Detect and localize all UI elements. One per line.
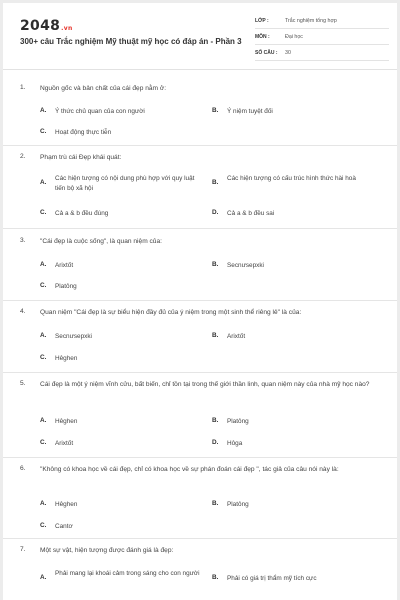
- option-letter: B.: [212, 500, 219, 507]
- divider: [3, 372, 397, 373]
- question-text: Quan niệm "Cái đẹp là sự biểu hiện đầy đủ của ý niệm trong một sinh thể riêng lẻ" là của:: [40, 309, 302, 316]
- question-text: Một sự vật, hiện tượng được đánh giá là đẹp:: [40, 547, 174, 554]
- option-text: Phải có giá trị thẩm mỹ tích cực: [227, 575, 317, 582]
- meta-key: SỐ CÂU :: [255, 50, 278, 56]
- document-header: [3, 3, 397, 70]
- option-text: Hoạt động thực tiễn: [55, 129, 112, 136]
- logo-text: 2048: [20, 18, 61, 34]
- question-text: "Cái đẹp là cuộc sống", là quan niệm của:: [40, 238, 162, 245]
- divider: [3, 228, 397, 229]
- option-text: Ý thức chủ quan của con người: [55, 108, 145, 115]
- option-letter: D.: [212, 439, 219, 446]
- option-text: Hêghen: [55, 501, 78, 508]
- meta-row-subject: [255, 31, 389, 45]
- option-letter: D.: [212, 209, 219, 216]
- option-letter: C.: [40, 128, 47, 135]
- question-number: 3.: [20, 237, 26, 244]
- divider: [3, 145, 397, 146]
- option-text: Các hiện tượng có nội dung phù hợp với quy luật tiến bộ xã hội: [55, 175, 195, 192]
- option-letter: B.: [212, 261, 219, 268]
- option-text: Hêghen: [55, 418, 78, 425]
- meta-key: MÔN :: [255, 34, 270, 40]
- option-text: Cả a & b đều sai: [227, 210, 275, 217]
- option-letter: C.: [40, 209, 47, 216]
- option-text: Platông: [227, 418, 249, 425]
- meta-value: Đại học: [285, 34, 303, 40]
- option-letter: C.: [40, 439, 47, 446]
- question-number: 5.: [20, 380, 26, 387]
- meta-value: 30: [285, 50, 291, 56]
- option-letter: A.: [40, 107, 47, 114]
- question-number: 2.: [20, 153, 26, 160]
- question-number: 1.: [20, 84, 26, 91]
- option-text: Phải mang lại khoái cảm trong sáng cho con người: [55, 570, 200, 577]
- question-text: Phạm trù cái Đẹp khái quát:: [40, 154, 122, 161]
- meta-key: LỚP :: [255, 18, 269, 24]
- option-letter: B.: [212, 107, 219, 114]
- question-number: 4.: [20, 308, 26, 315]
- meta-row-count: [255, 47, 389, 61]
- option-letter: B.: [212, 574, 219, 581]
- option-letter: C.: [40, 354, 47, 361]
- option-text: Arixtốt: [55, 262, 74, 269]
- option-text: Secnưsepxki: [55, 333, 92, 340]
- option-letter: A.: [40, 261, 47, 268]
- option-text: Cả a & b đều đúng: [55, 210, 109, 217]
- option-text: Hôga: [227, 440, 243, 447]
- meta-row-class: [255, 15, 389, 29]
- divider: [3, 538, 397, 539]
- option-text: Secnưsepxki: [227, 262, 264, 269]
- option-letter: A.: [40, 417, 47, 424]
- divider: [3, 457, 397, 458]
- option-letter: A.: [40, 332, 47, 339]
- option-letter: A.: [40, 574, 47, 581]
- option-text: Ý niệm tuyệt đối: [227, 108, 273, 115]
- option-letter: B.: [212, 332, 219, 339]
- question-number: 7.: [20, 546, 26, 553]
- question-text: "Không có khoa học về cái đẹp, chỉ có khoa học về sự phán đoán cái đẹp ", tác giả của câu nói này là:: [40, 466, 339, 473]
- option-text: Các hiện tượng có cấu trúc hình thức hài hoà: [227, 175, 356, 182]
- question-text: Cái đẹp là một ý niệm vĩnh cửu, bất biến, chỉ tồn tại trong thế giới thần linh, quan niệm này của nhà mỹ học nào?: [40, 381, 370, 388]
- option-text: Platông: [55, 283, 77, 290]
- option-letter: B.: [212, 417, 219, 424]
- option-letter: A.: [40, 179, 47, 186]
- option-text: Arixtốt: [227, 333, 246, 340]
- divider: [3, 300, 397, 301]
- option-letter: A.: [40, 500, 47, 507]
- option-text: Arixtốt: [55, 440, 74, 447]
- logo-suffix: .vn: [61, 25, 73, 32]
- option-text: Hêghen: [55, 355, 78, 362]
- document-page: [3, 3, 397, 600]
- question-text: Nguồn gốc và bản chất của cái đẹp nằm ở:: [40, 85, 167, 92]
- option-text: Cantơ: [55, 523, 73, 530]
- site-logo[interactable]: [20, 18, 73, 34]
- option-text: Platông: [227, 501, 249, 508]
- page-title: 300+ câu Trắc nghiệm Mỹ thuật mỹ học có đáp án - Phần 3: [20, 37, 242, 46]
- option-letter: B.: [212, 179, 219, 186]
- option-letter: C.: [40, 282, 47, 289]
- meta-value: Trắc nghiệm tổng hợp: [285, 18, 337, 24]
- question-number: 6.: [20, 465, 26, 472]
- option-letter: C.: [40, 522, 47, 529]
